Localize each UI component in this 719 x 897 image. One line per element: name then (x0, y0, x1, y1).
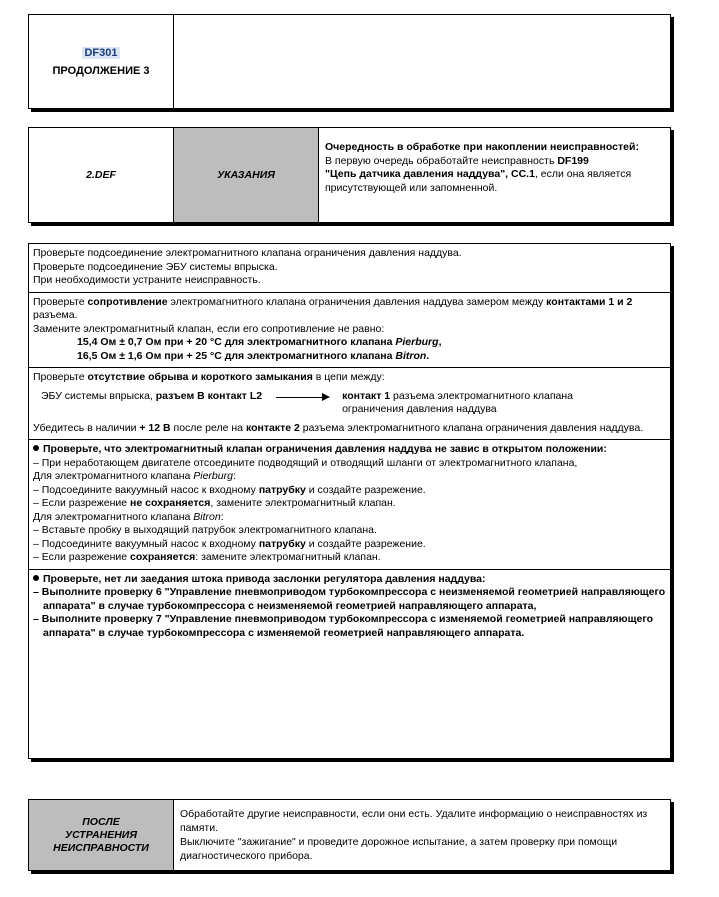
s2-val2: 16,5 Ом ± 1,6 Ом при + 25 °C для электромагнитного клапана (77, 349, 396, 362)
s3-left-a: ЭБУ системы впрыска, (41, 389, 156, 402)
s5-l1: – Выполните проверку 6 "Управление пневмоприводом турбокомпрессора с неизменяемой геометрией направляющего аппарата" в случае турбокомпрессора с неизменяемой геометрией направляющего аппарата, (33, 586, 666, 612)
s3-right-b: разъема электромагнитного клапана ограничения давления наддува (342, 389, 574, 415)
def-label: 2.DEF (86, 169, 116, 181)
section-actuator-rod (29, 570, 670, 645)
s4-l7b: патрубку (258, 537, 306, 550)
s4-title: Проверьте, что электромагнитный клапан ограничения давления наддува не завис в открытом положении: (43, 443, 607, 455)
s4-l8b: сохраняется (130, 551, 196, 563)
s2-d: контактами 1 и 2 (546, 295, 633, 308)
s5-l2: – Выполните проверку 7 "Управление пневмоприводом турбокомпрессора с изменяемой геометрией направляющего аппарата" в случае турбокомпрессора с изменяемой геометрией направляющего аппарата. (33, 613, 653, 639)
after-label-1: ПОСЛЕ (82, 815, 120, 828)
fault-code: DF301 (84, 46, 118, 59)
s4-l3 (33, 484, 666, 498)
notes-circuit: "Цепь датчика давления наддува", CC.1 (325, 168, 535, 180)
s4-l7a: – Подсоедините вакуумный насос к входному (33, 537, 259, 550)
s4-l7 (33, 538, 666, 552)
s2-val1: 15,4 Ом ± 0,7 Ом при + 20 °C для электромагнитного клапана (77, 336, 396, 348)
s2-line1 (33, 296, 666, 323)
after-label-3: НЕИСПРАВНОСТИ (53, 841, 149, 854)
notes-text-cell (319, 128, 670, 222)
s4-l7c: и создайте разрежение. (305, 537, 426, 550)
s2-val1-end: , (438, 336, 442, 348)
s4-l6: – Вставьте пробку в выходящий патрубок электромагнитного клапана. (33, 524, 377, 536)
notes-text (325, 155, 660, 196)
section-stuck-valve (29, 440, 670, 570)
s3-c: в цепи между: (312, 371, 385, 383)
s4-l2a: Для электромагнитного клапана (33, 470, 194, 482)
s4-l3a: – Подсоедините вакуумный насос к входному (33, 483, 259, 496)
notes-text-part: В первую очередь обработайте неисправность (325, 154, 558, 167)
procedure-box (28, 243, 671, 759)
s3-left-b: разъем В контакт L2 (155, 389, 263, 402)
s4-l2c: : (232, 470, 236, 482)
s2-val2-end: . (426, 349, 430, 362)
s4-l5 (33, 511, 666, 525)
s2-value-pierburg (33, 336, 666, 350)
section-continuity (29, 368, 670, 440)
s4-l8a: – Если разрежение (33, 551, 131, 563)
bullet-icon (33, 445, 39, 451)
s1-line1: Проверьте подсоединение электромагнитного клапана ограничения давления наддува. (33, 247, 462, 259)
s4-l5a: Для электромагнитного клапана (33, 510, 194, 523)
s4-l3c: и создайте разрежение. (305, 483, 426, 496)
s3-b: отсутствие обрыва и короткого замыкания (87, 371, 313, 383)
s1-line3: При необходимости устраните неисправность. (33, 274, 261, 286)
notes-fault-code: DF199 (557, 154, 589, 167)
s3-connection-row (41, 390, 666, 417)
after-text-cell (174, 800, 670, 870)
notes-label-cell (174, 128, 319, 222)
s4-l4b: не сохраняется (130, 497, 211, 509)
s2-val2-brand: Bitron (395, 349, 427, 362)
s3-check-b: + 12 В (139, 421, 171, 434)
notes-text-end: , если она является присутствующей или запомненной. (325, 168, 632, 194)
s3-check (33, 422, 666, 436)
s4-l2 (33, 470, 666, 484)
s2-a: Проверьте (33, 295, 88, 308)
s1-line2: Проверьте подсоединение ЭБУ системы впрыска. (33, 260, 278, 273)
bullet-icon (33, 575, 39, 581)
s2-value-bitron (33, 350, 666, 364)
s3-left (41, 390, 262, 404)
header-code-cell (29, 15, 174, 108)
s4-l5b: Bitron (193, 510, 221, 523)
s3-check-d: контакте 2 (245, 421, 300, 434)
continuation-label: ПРОДОЛЖЕНИЕ 3 (52, 64, 150, 77)
s3-a: Проверьте (33, 371, 88, 383)
s2-b: сопротивление (87, 295, 168, 308)
after-label-cell (29, 800, 174, 870)
s4-l8 (33, 551, 666, 565)
s2-line2: Замените электромагнитный клапан, если его сопротивление не равно: (33, 322, 385, 335)
header-box (28, 14, 671, 109)
s4-l3b: патрубку (258, 483, 306, 496)
after-label-2: УСТРАНЕНИЯ (64, 828, 137, 841)
s4-l2b: Pierburg (193, 470, 233, 482)
def-box (28, 127, 671, 223)
notes-title: Очередность в обработке при накоплении неисправностей: (325, 141, 639, 153)
after-repair-box (28, 799, 671, 871)
notes-label: УКАЗАНИЯ (217, 169, 275, 181)
s4-title-row (33, 443, 666, 457)
after-text-2: Выключите "зажигание" и проведите дорожное испытание, а затем проверку при помощи диагностического прибора. (180, 836, 618, 862)
s3-check-c: после реле на (170, 421, 246, 434)
s2-c: электромагнитного клапана ограничения давления наддува замером между (167, 295, 547, 308)
s3-right (342, 390, 622, 417)
arrow-right-icon (276, 397, 328, 398)
s3-line1 (33, 371, 666, 385)
s4-l4c: , замените электромагнитный клапан. (210, 497, 396, 509)
s3-check-e: разъема электромагнитного клапана ограничения давления наддува. (299, 421, 644, 434)
s4-l4 (33, 497, 666, 511)
s5-title-row (33, 573, 666, 587)
s4-l8c: : замените электромагнитный клапан. (195, 551, 381, 563)
s3-right-a: контакт 1 (342, 389, 391, 402)
s2-e: разъема. (33, 309, 78, 321)
s5-title: Проверьте, нет ли заедания штока привода заслонки регулятора давления наддува: (43, 572, 486, 585)
section-resistance (29, 293, 670, 369)
s3-check-a: Убедитесь в наличии (33, 421, 140, 434)
s4-l1: – При неработающем двигателе отсоедините подводящий и отводящий шланги от электромагнитного клапана, (33, 456, 578, 469)
s2-val1-brand: Pierburg (395, 336, 439, 348)
section-connections (29, 244, 670, 293)
after-text-1: Обработайте другие неисправности, если они есть. Удалите информацию о неисправностях из памяти. (180, 808, 648, 834)
s4-l4a: – Если разрежение (33, 497, 131, 509)
def-label-cell (29, 128, 174, 222)
s4-l5c: : (220, 510, 224, 523)
